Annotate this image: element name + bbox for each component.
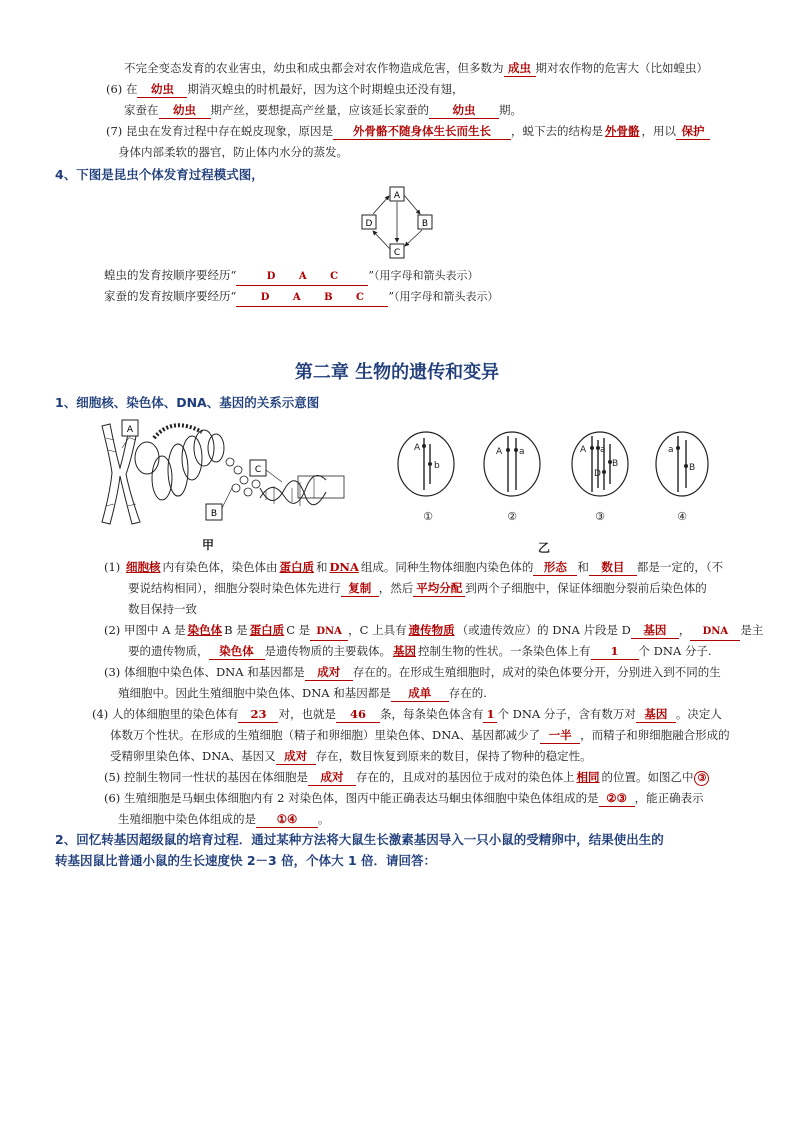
development-cycle-diagram [358, 183, 438, 263]
section-heading: 4、下图是昆虫个体发育过程模式图， [55, 167, 264, 182]
text: 数目保持一致 [128, 602, 197, 616]
text: ，能正确表示 [634, 791, 704, 805]
answer: 蛋白质 [249, 623, 285, 637]
text: 存在的. [448, 686, 487, 700]
text-line [106, 123, 710, 140]
text: 生殖细胞是马蛔虫体细胞内有 2 对染色体，图丙中能正确表达马蛔虫体细胞中染色体组成的是 [123, 791, 599, 805]
text: ，而精子和卵细胞融合形成的 [580, 728, 730, 742]
text: （或遗传效应）的 DNA 片段是 D [456, 623, 631, 637]
text: 家蚕在 [124, 103, 159, 117]
text: 期。 [499, 103, 522, 117]
text: ，用以 [641, 124, 676, 138]
answer-circled: ③ [694, 771, 709, 786]
text-line [106, 81, 463, 98]
answer: 幼虫 [137, 81, 187, 98]
answer: 外骨骼 [604, 124, 640, 138]
text-line [110, 748, 592, 765]
answer: DNA [690, 624, 740, 641]
answer: 成对 [305, 664, 353, 681]
answer: 蛋白质 [279, 560, 314, 574]
text: 要的遗传物质， [128, 644, 209, 658]
answer: 保护 [676, 123, 710, 140]
answer: 成单 [391, 685, 449, 702]
answer: 遗传物质 [408, 623, 455, 637]
text: 不完全变态发育的农业害虫，幼虫和成虫都会对农作物造成危害，但多数为 [124, 61, 504, 75]
cell-number: ③ [595, 510, 605, 523]
text-line [118, 811, 330, 828]
item-number: (3) [104, 665, 121, 679]
item-number: (5) [104, 770, 121, 784]
cells-figure [390, 418, 710, 528]
text: 是遗传物质的主要载体。 [264, 644, 391, 658]
text: ，蜕下去的结构是 [510, 124, 603, 138]
text: 期对农作物的危害大（比如蝗虫） [535, 61, 708, 75]
answer: 46 [336, 706, 380, 723]
answer: 幼虫 [429, 102, 499, 119]
section-heading: 2、回忆转基因超级鼠的培育过程．通过某种方法将大鼠生长激素基因导入一只小鼠的受精卵中，结果使出生的 [55, 832, 664, 847]
answer: 复制 [341, 580, 379, 597]
answer: 相同 [576, 770, 600, 784]
answer: D A B C [236, 290, 388, 307]
answer: 形态 [533, 559, 577, 576]
text: 是主 [740, 623, 764, 637]
text-line [118, 144, 348, 160]
answer: 染色体 [209, 643, 265, 660]
answer: 一半 [540, 727, 580, 744]
answer: 1 [483, 706, 497, 723]
text-line [110, 727, 730, 744]
answer: 幼虫 [159, 102, 211, 119]
cell3-gene-a2: a [600, 445, 606, 455]
text: 组成。同种生物体细胞内染色体的 [360, 560, 534, 574]
answer: ①④ [256, 811, 318, 828]
cell-number: ④ [677, 510, 687, 523]
cell2-gene-a: A [496, 447, 503, 457]
text-line [104, 622, 763, 641]
text: 存在，数目恢复到原来的数目，保持了物种的稳定性。 [315, 749, 592, 763]
label-a: A [126, 425, 134, 435]
text: 存在的，且成对的基因位于成对的染色体上 [355, 770, 575, 784]
text-line [104, 790, 704, 807]
text: 人的体细胞里的染色体有 [111, 707, 239, 721]
text: C 是 [286, 623, 311, 637]
answer: 成对 [276, 748, 316, 765]
text: 体细胞中染色体、DNA 和基因都是 [123, 665, 305, 679]
node-a: A [393, 191, 401, 201]
text: 个 DNA 分子，含有数万对 [497, 707, 636, 721]
text: 期消灭蝗虫的时机最好，因为这个时期蝗虫还没有翅， [187, 82, 464, 96]
answer: 数目 [589, 559, 637, 576]
text: 期产丝，要想提高产丝量，应该延长家蚕的 [210, 103, 429, 117]
text-line [128, 601, 197, 617]
text: 身体内部柔软的器官，防止体内水分的蒸发。 [118, 145, 348, 159]
section-heading: 转基因鼠比普通小鼠的生长速度快 2－3 倍，个体大 1 倍．请回答： [55, 853, 437, 868]
item-number: (1) [104, 560, 121, 574]
text: 都是一定的，（不 [636, 560, 724, 574]
figure-label-yi: 乙 [538, 541, 551, 555]
text: 控制生物的性状。一条染色体上有 [418, 644, 591, 658]
text: 条，每条染色体含有 [379, 707, 484, 721]
text-line [104, 288, 499, 307]
answer: 染色体 [187, 623, 223, 637]
text: 内有染色体，染色体由 [162, 560, 278, 574]
cell4-gene-b: B [689, 463, 696, 473]
answer: ②③ [599, 790, 635, 807]
text: 控制生物同一性状的基因在体细胞是 [123, 770, 308, 784]
text: 到两个子细胞中，保证体细胞分裂前后染色体的 [465, 581, 707, 595]
node-b: B [421, 219, 429, 229]
cell1-gene-a: A [414, 443, 421, 453]
text: 和 [577, 560, 589, 574]
chromosome-figure [92, 418, 352, 528]
label-c: C [254, 465, 262, 475]
item-number: (7) [106, 124, 123, 138]
answer: 基因 [631, 622, 679, 639]
text-line [104, 267, 479, 286]
answer: DNA [329, 560, 359, 574]
text: 昆虫在发育过程中存在蜕皮现象，原因是 [125, 124, 333, 138]
text: ，然后 [378, 581, 414, 595]
item-number: (2) [104, 623, 121, 637]
node-d: D [365, 219, 373, 229]
text: 对，也就是 [278, 707, 336, 721]
text-line [104, 664, 721, 681]
text: ”（用字母和箭头表示） [388, 290, 499, 303]
node-c: C [393, 248, 401, 258]
cell2-gene-a2: a [519, 447, 525, 457]
text-line [128, 580, 707, 597]
text-line [92, 706, 722, 723]
text-line [104, 559, 723, 576]
chapter-title: 第二章 生物的遗传和变异 [294, 362, 500, 383]
text: 在 [125, 82, 138, 96]
text: 甲图中 A 是 [123, 623, 186, 637]
text: B 是 [224, 623, 248, 637]
item-number: (4) [92, 707, 109, 721]
text: 个 DNA 分子. [638, 644, 712, 658]
text: 殖细胞中。因此生殖细胞中染色体、DNA 和基因都是 [118, 686, 391, 700]
text: 和 [315, 560, 328, 574]
item-number: (6) [104, 791, 121, 805]
answer: 细胞核 [125, 560, 161, 574]
text: 。决定人 [675, 707, 722, 721]
text: ，C 上具有 [348, 623, 407, 637]
text: 家蚕的发育按顺序要经历“ [104, 289, 237, 303]
text: ”（用字母和箭头表示） [368, 269, 479, 282]
answer: 成虫 [504, 60, 536, 77]
cell-number: ② [507, 510, 517, 523]
text-line [124, 102, 522, 119]
cell1-gene-b: b [434, 461, 440, 471]
text-line [124, 60, 708, 77]
item-number: (6) [106, 82, 123, 96]
text: 受精卵里染色体、DNA、基因又 [110, 749, 276, 763]
text-line [104, 769, 710, 786]
text: 生殖细胞中染色体组成的是 [118, 812, 256, 826]
cell3-gene-d: D [594, 469, 601, 479]
cell3-gene-a: A [580, 445, 587, 455]
text: 要说结构相同），细胞分裂时染色体先进行 [128, 581, 341, 595]
text-line [118, 685, 487, 702]
answer: 外骨骼不随身体生长而生长 [333, 123, 511, 140]
answer: 基因 [636, 706, 676, 723]
figure-label-jia: 甲 [202, 538, 215, 552]
answer: DNA [310, 624, 348, 641]
text: 体数万个性状。在形成的生殖细胞（精子和卵细胞）里染色体、DNA、基因都减少了 [110, 728, 541, 742]
text-line [128, 643, 712, 660]
text: 。 [318, 812, 330, 826]
cell-number: ① [423, 510, 433, 523]
text: 蝗虫的发育按顺序要经历“ [104, 268, 237, 282]
text: 的位置。如图乙中 [601, 770, 694, 784]
answer: 23 [238, 706, 278, 723]
answer: 1 [591, 643, 639, 660]
cell4-gene-a: a [668, 445, 674, 455]
cell3-gene-b: B [612, 459, 619, 469]
answer: 平均分配 [413, 580, 465, 597]
answer: 基因 [393, 644, 416, 658]
text: 存在的。在形成生殖细胞时，成对的染色体要分开，分别进入到不同的生 [352, 665, 721, 679]
section-heading: 1、细胞核、染色体、DNA、基因的关系示意图 [55, 395, 320, 410]
text: ， [678, 623, 691, 637]
answer: D A C [236, 269, 368, 286]
answer: 成对 [308, 769, 356, 786]
label-b: B [210, 509, 218, 519]
